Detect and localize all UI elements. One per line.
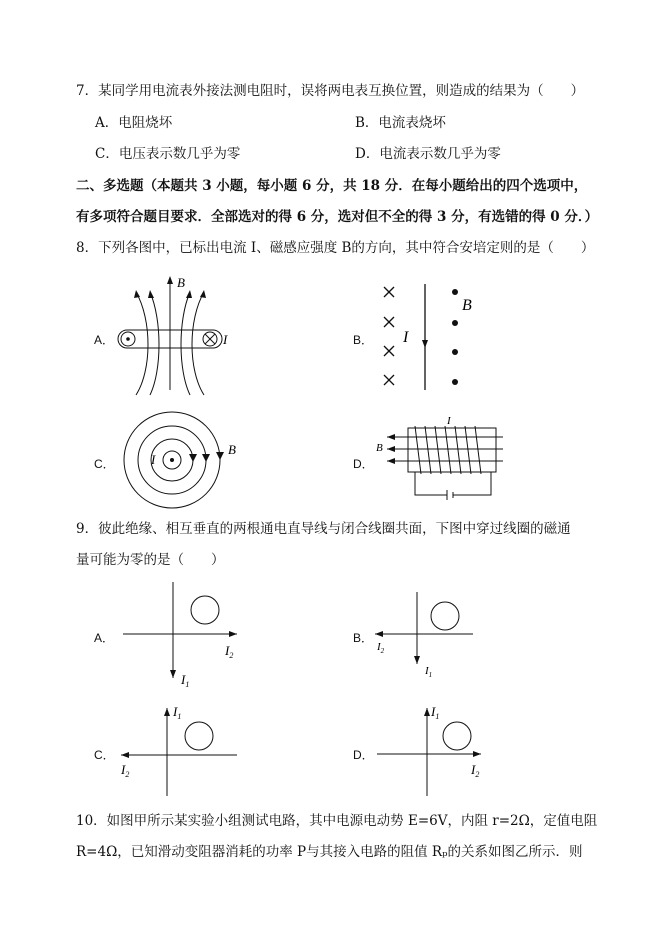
q9-a-i2-sub: 2 bbox=[229, 651, 234, 660]
q9-label-a: A． bbox=[94, 631, 115, 645]
q7-option-c: C．电压表示数几乎为零 bbox=[95, 146, 241, 162]
q9-d-i2-sub: 2 bbox=[475, 770, 480, 779]
q8-b-i-label: I bbox=[403, 329, 409, 346]
q9-label-d: D． bbox=[353, 748, 374, 762]
svg-text:I1 bbox=[180, 672, 189, 689]
q9-figure-c bbox=[115, 700, 255, 800]
q8-figure-d bbox=[373, 413, 513, 503]
q9-d-i1-sub: 1 bbox=[435, 712, 440, 721]
svg-text:I1 bbox=[172, 704, 181, 721]
section2-header-line2: 有多项符合题目要求．全部选对的得 6 分，选对但不全的得 3 分，有选错的得 0 分．） bbox=[76, 209, 599, 225]
q10-stem-line2: R=4Ω，已知滑动变阻器消耗的功率 P与其接入电路的阻值 Rₚ的关系如图乙所示．则 bbox=[76, 844, 583, 860]
q7-option-d: D．电流表示数几乎为零 bbox=[355, 146, 501, 162]
q9-b-i1-sub: 1 bbox=[428, 671, 433, 679]
q8-label-d: D． bbox=[353, 457, 374, 471]
q9-b-i2-sub: 2 bbox=[380, 647, 385, 655]
q7-option-a: A．电阻烧坏 bbox=[95, 115, 173, 131]
svg-text:I1 bbox=[424, 665, 432, 679]
q9-c-i1-sub: 1 bbox=[177, 712, 182, 721]
q9-stem-line1: 9．彼此绝缘、相互垂直的两根通电直导线与闭合线圈共面，下图中穿过线圈的磁通 bbox=[76, 521, 571, 537]
q9-figure-d bbox=[373, 700, 493, 800]
q9-a-i2: I bbox=[225, 643, 230, 658]
q8-b-b-label: B bbox=[462, 297, 472, 314]
q9-label-b: B． bbox=[353, 631, 374, 645]
section2-header-line1: 二、多选题（本题共 3 小题，每小题 6 分，共 18 分．在每小题给出的四个选项中， bbox=[76, 178, 588, 194]
q9-stem-line2: 量可能为零的是（ ） bbox=[76, 552, 225, 568]
q8-label-a: A． bbox=[94, 333, 115, 347]
q10-stem-line1: 10．如图甲所示某实验小组测试电路，其中电源电动势 E=6V，内阻 r=2Ω，定值电阻 bbox=[76, 813, 598, 829]
q8-c-i-label: I bbox=[151, 452, 156, 467]
q8-d-i-label: I bbox=[447, 415, 451, 427]
svg-text:I2 bbox=[376, 641, 385, 655]
q8-figure-b bbox=[380, 282, 490, 392]
q8-a-b-label: B bbox=[177, 275, 185, 290]
q9-c-i2: I bbox=[121, 762, 126, 777]
q9-a-i1-sub: 1 bbox=[185, 680, 190, 689]
svg-text:I2 bbox=[470, 762, 479, 779]
q8-c-b-label: B bbox=[228, 442, 236, 457]
q9-figure-b bbox=[373, 590, 483, 685]
q9-c-i1: I bbox=[173, 704, 178, 719]
q7-option-b: B．电流表烧坏 bbox=[355, 115, 446, 131]
svg-text:I2 bbox=[120, 762, 129, 779]
q9-a-i1: I bbox=[181, 672, 186, 687]
q9-b-i1: I bbox=[425, 665, 429, 677]
q8-a-i-label: I bbox=[223, 332, 228, 347]
q7-stem: 7．某同学用电流表外接法测电阻时，误将两电表互换位置，则造成的结果为（ ） bbox=[76, 83, 585, 99]
q9-d-i2: I bbox=[471, 762, 476, 777]
q9-d-i1: I bbox=[431, 704, 436, 719]
q9-b-i2: I bbox=[377, 641, 381, 653]
q8-label-c: C． bbox=[94, 457, 115, 471]
q9-c-i2-sub: 2 bbox=[125, 770, 130, 779]
q8-figure-c bbox=[115, 410, 245, 515]
q8-d-b-label: B bbox=[376, 442, 383, 454]
svg-text:I2 bbox=[224, 643, 233, 660]
q9-figure-a bbox=[115, 580, 255, 690]
q9-label-c: C． bbox=[94, 748, 115, 762]
svg-text:I1 bbox=[430, 704, 439, 721]
q8-figure-a bbox=[110, 270, 240, 400]
q8-label-b: B． bbox=[353, 333, 374, 347]
q8-stem: 8．下列各图中，已标出电流 I、磁感应强度 B的方向，其中符合安培定则的是（ ） bbox=[76, 240, 595, 256]
